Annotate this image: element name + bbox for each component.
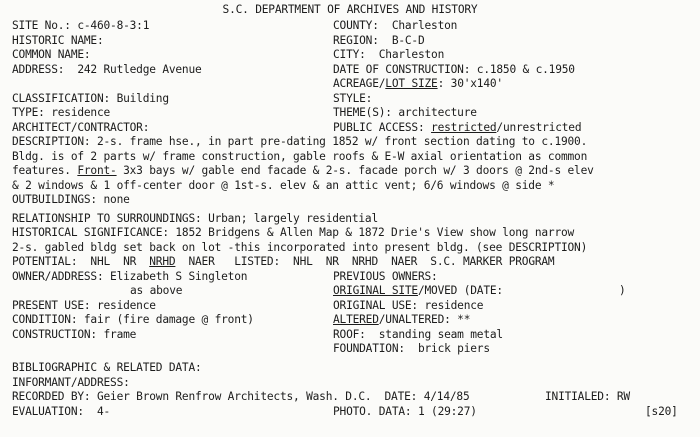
potential-rest: NAER LISTED: NHL NR NRHD NAER S.C. MARKER PROGRAM bbox=[175, 255, 555, 268]
description-line-1: DESCRIPTION: 2-s. frame hse., in part pre-dating 1852 w/ front section dating to c.1900. bbox=[12, 135, 588, 148]
description-front: Front- bbox=[77, 164, 117, 177]
owner-address: OWNER/ADDRESS: Elizabeth S Singleton bbox=[12, 270, 248, 283]
county: COUNTY: Charleston bbox=[333, 19, 458, 32]
initialed: INITIALED: RW bbox=[545, 390, 630, 403]
relationship-to-surroundings: RELATIONSHIP TO SURROUNDINGS: Urban; largely residential bbox=[12, 212, 378, 225]
public-access bbox=[333, 121, 581, 135]
unrestricted-value: /unrestricted bbox=[496, 121, 582, 134]
informant-address: INFORMANT/ADDRESS: bbox=[12, 376, 130, 389]
department-title: S.C. DEPARTMENT OF ARCHIVES AND HISTORY bbox=[222, 3, 478, 16]
altered-label: ALTERED bbox=[333, 313, 379, 326]
restricted-value: restricted bbox=[431, 121, 497, 134]
date-of-construction: DATE OF CONSTRUCTION: c.1850 & c.1950 bbox=[333, 63, 575, 76]
evaluation: EVALUATION: 4- bbox=[12, 405, 111, 418]
moved-date-label: /MOVED (DATE: bbox=[417, 284, 503, 297]
description-line-2: Bldg. is of 2 parts w/ frame construction, gable roofs & E-W axial orientation as common bbox=[12, 150, 588, 163]
acreage-label: ACREAGE/ bbox=[333, 77, 386, 90]
owner-address-line-2: as above bbox=[130, 284, 183, 297]
recorded-by: RECORDED BY: Geier Brown Renfrow Architects, Wash. D.C. DATE: 4/14/85 bbox=[12, 390, 470, 403]
type: TYPE: residence bbox=[12, 106, 111, 119]
condition: CONDITION: fair (fire damage @ front) bbox=[12, 313, 254, 326]
original-use: ORIGINAL USE: residence bbox=[333, 299, 484, 312]
architect-contractor: ARCHITECT/CONTRACTOR: bbox=[12, 121, 150, 134]
historic-name: HISTORIC NAME: bbox=[12, 34, 104, 47]
unaltered-label: /UNALTERED: ** bbox=[378, 313, 471, 326]
previous-owners: PREVIOUS OWNERS: bbox=[333, 270, 438, 283]
description-line-3-rest: 3x3 bays w/ gable end facade & 2-s. facade porch w/ 3 doors @ 2nd-s elev bbox=[116, 164, 594, 177]
lot-size-value: : 30'x140' bbox=[437, 77, 503, 90]
city: CITY: Charleston bbox=[333, 48, 445, 61]
present-use: PRESENT USE: residence bbox=[12, 299, 156, 312]
lot-size-label: LOT SIZE bbox=[385, 77, 438, 90]
acreage-lot-size bbox=[333, 77, 503, 91]
region: REGION: B-C-D bbox=[333, 34, 425, 47]
public-access-label: PUBLIC ACCESS: bbox=[333, 121, 432, 134]
historical-significance-line-2: 2-s. gabled bldg set back on lot -this incorporated into present bldg. (see DESCRIPTION) bbox=[12, 241, 588, 254]
foundation: FOUNDATION: brick piers bbox=[333, 342, 490, 355]
description-line-4: & 2 windows & 1 off-center door @ 1st-s. elev & an attic vent; 6/6 windows @ side * bbox=[12, 179, 555, 192]
style: STYLE: bbox=[333, 92, 373, 105]
potential-nrhd: NRHD bbox=[149, 255, 176, 268]
photo-data: PHOTO. DATA: 1 (29:27) bbox=[333, 405, 477, 418]
address: ADDRESS: 242 Rutledge Avenue bbox=[12, 63, 202, 76]
common-name: COMMON NAME: bbox=[12, 48, 91, 61]
site-number: SITE No.: c-460-8-3:1 bbox=[12, 19, 150, 32]
potential-label: POTENTIAL: NHL NR bbox=[12, 255, 150, 268]
historical-significance-line-1: HISTORICAL SIGNIFICANCE: 1852 Bridgens & Allen Map & 1872 Drie's View show long narrow bbox=[12, 226, 575, 239]
original-site bbox=[333, 284, 503, 298]
original-site-label: ORIGINAL SITE bbox=[333, 284, 418, 297]
bibliographic-data: BIBLIOGRAPHIC & RELATED DATA: bbox=[12, 361, 202, 374]
altered bbox=[333, 313, 470, 327]
description-features: features. bbox=[12, 164, 78, 177]
roof: ROOF: standing seam metal bbox=[333, 328, 503, 341]
themes: THEME(S): architecture bbox=[333, 106, 477, 119]
moved-date-close: ) bbox=[619, 284, 626, 297]
classification: CLASSIFICATION: Building bbox=[12, 92, 169, 105]
description-line-3 bbox=[12, 164, 594, 178]
outbuildings: OUTBUILDINGS: none bbox=[12, 193, 130, 206]
potential-listed bbox=[12, 255, 554, 269]
construction: CONSTRUCTION: frame bbox=[12, 328, 137, 341]
slide-code: [s20] bbox=[645, 405, 678, 418]
